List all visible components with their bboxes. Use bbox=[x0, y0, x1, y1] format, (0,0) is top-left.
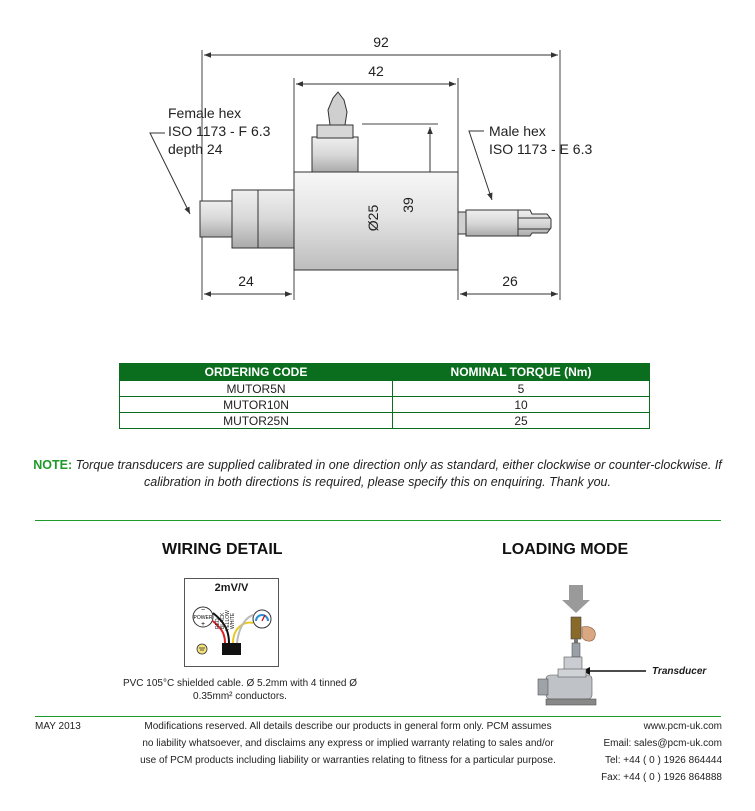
cell-code: MUTOR5N bbox=[120, 381, 393, 397]
wire-label-black: BLACK bbox=[220, 612, 226, 629]
male-hex-line-1: Male hex bbox=[489, 123, 546, 139]
transducer-label: Transducer bbox=[652, 666, 707, 677]
note-text: Torque transducers are supplied calibrated in one direction only as standard, either clockwise or counter-clockwise. If calibration in both directions is required, please specify this on enquiring. Thank you. bbox=[75, 458, 722, 489]
calibration-note bbox=[30, 457, 725, 491]
wire-label-white: WHITE bbox=[230, 612, 236, 629]
table-row bbox=[120, 381, 650, 397]
wire-label-red: RED bbox=[215, 618, 221, 629]
footer-contact bbox=[601, 718, 722, 786]
wiring-caption: PVC 105°C shielded cable. Ø 5.2mm with 4 tinned Ø 0.35mm² conductors. bbox=[122, 678, 358, 702]
wiring-detail-title: WIRING DETAIL bbox=[162, 541, 283, 558]
dim-d25-text: Ø25 bbox=[365, 204, 381, 232]
cell-code: MUTOR25N bbox=[120, 413, 393, 429]
cell-torque: 25 bbox=[393, 413, 650, 429]
footer-divider bbox=[35, 716, 721, 717]
table-header-row bbox=[120, 364, 650, 381]
footer-disclaimer: Modifications reserved. All details describe our products in general form only. PCM assumes no liability whatsoever, and disclaims any express or implied warranty relating to sales and/or use of PCM products including liability or warranties relating to fitness for a particular purpose. bbox=[140, 721, 556, 766]
header-nominal-torque: NOMINAL TORQUE (Nm) bbox=[393, 364, 650, 381]
footer-fax: Fax: +44 ( 0 ) 1926 864888 bbox=[601, 772, 722, 783]
cell-code: MUTOR10N bbox=[120, 397, 393, 413]
section-divider bbox=[35, 520, 721, 521]
wiring-diagram bbox=[184, 578, 279, 667]
power-label: POWER bbox=[193, 615, 213, 621]
footer-website-link[interactable]: www.pcm-uk.com bbox=[643, 721, 722, 732]
note-label: NOTE: bbox=[33, 458, 73, 472]
table-row bbox=[120, 413, 650, 429]
dim-24-text: 24 bbox=[238, 273, 254, 289]
svg-text:−: − bbox=[200, 607, 206, 614]
male-hex-callout bbox=[489, 122, 592, 158]
cell-torque: 5 bbox=[393, 381, 650, 397]
footer-date: MAY 2013 bbox=[35, 721, 81, 732]
loading-mode-title: LOADING MODE bbox=[502, 541, 629, 558]
ordering-table bbox=[119, 363, 650, 429]
wire-label-yellow: YELLOW bbox=[225, 610, 231, 631]
technical-drawing bbox=[0, 0, 755, 330]
female-hex-callout bbox=[168, 104, 270, 158]
dim-92-text: 92 bbox=[373, 34, 389, 50]
loading-mode-illustration bbox=[536, 585, 716, 710]
dim-26-text: 26 bbox=[502, 273, 518, 289]
male-hex-line-2: ISO 1173 - E 6.3 bbox=[489, 141, 593, 157]
wiring-schematic bbox=[185, 579, 278, 666]
female-hex-line-3: depth 24 bbox=[168, 141, 223, 157]
female-hex-line-1: Female hex bbox=[168, 105, 242, 121]
female-hex-line-2: ISO 1173 - F 6.3 bbox=[168, 123, 271, 139]
footer-email-link[interactable]: Email: sales@pcm-uk.com bbox=[603, 738, 722, 749]
load-arrow-icon bbox=[562, 585, 590, 613]
footer-tel: Tel: +44 ( 0 ) 1926 864444 bbox=[604, 755, 722, 766]
dim-39-text: 39 bbox=[400, 197, 416, 213]
svg-text:+: + bbox=[200, 621, 206, 628]
dim-42-text: 42 bbox=[368, 63, 384, 79]
signal-label: 2mV/V bbox=[214, 582, 249, 594]
header-ordering-code: ORDERING CODE bbox=[120, 364, 393, 381]
table-row bbox=[120, 397, 650, 413]
cell-torque: 10 bbox=[393, 397, 650, 413]
